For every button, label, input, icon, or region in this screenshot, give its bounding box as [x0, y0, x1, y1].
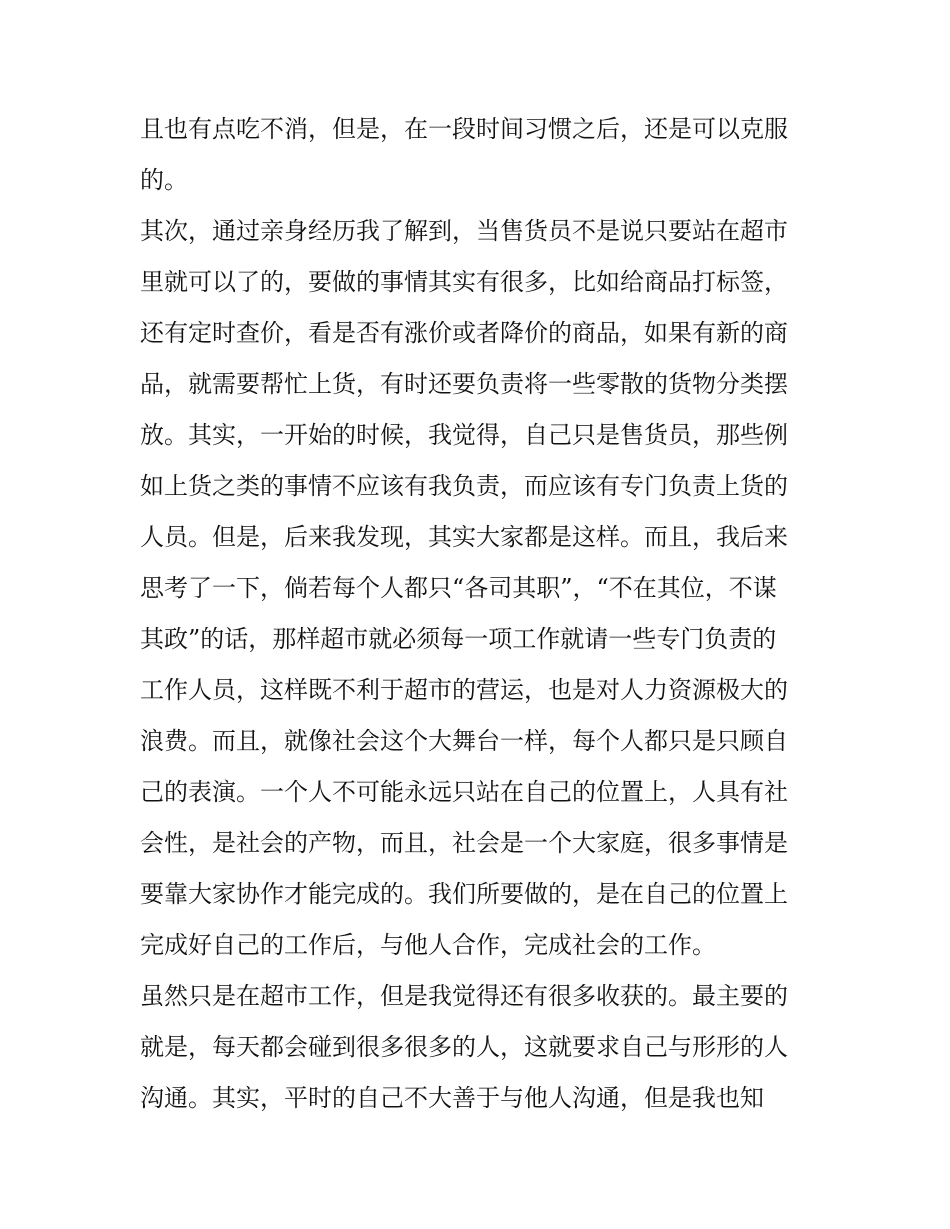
text-line: 要靠大家协作才能完成的。我们所要做的，是在自己的位置上	[140, 880, 788, 908]
text-line: 就是，每天都会碰到很多很多的人，这就要求自己与形形的人	[140, 1033, 788, 1061]
text-line: 己的表演。一个人不可能永远只站在自己的位置上，人具有社	[140, 778, 788, 806]
text-line: 其次，通过亲身经历我了解到，当售货员不是说只要站在超市	[140, 217, 788, 245]
text-line: 还有定时查价，看是否有涨价或者降价的商品，如果有新的商	[140, 319, 788, 347]
text-line: 品，就需要帮忙上货，有时还要负责将一些零散的货物分类摆	[140, 370, 788, 398]
document-body	[140, 104, 820, 1124]
text-line: 完成好自己的工作后，与他人合作，完成社会的工作。	[140, 931, 716, 959]
text-line: 浪费。而且，就像社会这个大舞台一样，每个人都只是只顾自	[140, 727, 788, 755]
text-line: 如上货之类的事情不应该有我负责，而应该有专门负责上货的	[140, 472, 788, 500]
text-line: 会性，是社会的产物，而且，社会是一个大家庭，很多事情是	[140, 829, 788, 857]
text-line: 人员。但是，后来我发现，其实大家都是这样。而且，我后来	[140, 523, 788, 551]
text-line: 的。	[140, 166, 188, 194]
text-line: 里就可以了的，要做的事情其实有很多，比如给商品打标签，	[140, 268, 788, 296]
text-line: 沟通。其实，平时的自己不大善于与他人沟通，但是我也知	[140, 1084, 764, 1112]
text-line: 工作人员，这样既不利于超市的营运，也是对人力资源极大的	[140, 676, 788, 704]
text-line: 虽然只是在超市工作，但是我觉得还有很多收获的。最主要的	[140, 982, 788, 1010]
text-line: 放。其实，一开始的时候，我觉得，自己只是售货员，那些例	[140, 421, 788, 449]
text-line: 思考了一下，倘若每个人都只“各司其职”，“不在其位，不谋	[140, 574, 777, 602]
text-line: 其政”的话，那样超市就必须每一项工作就请一些专门负责的	[140, 625, 777, 653]
text-line: 且也有点吃不消，但是，在一段时间习惯之后，还是可以克服	[140, 115, 788, 143]
